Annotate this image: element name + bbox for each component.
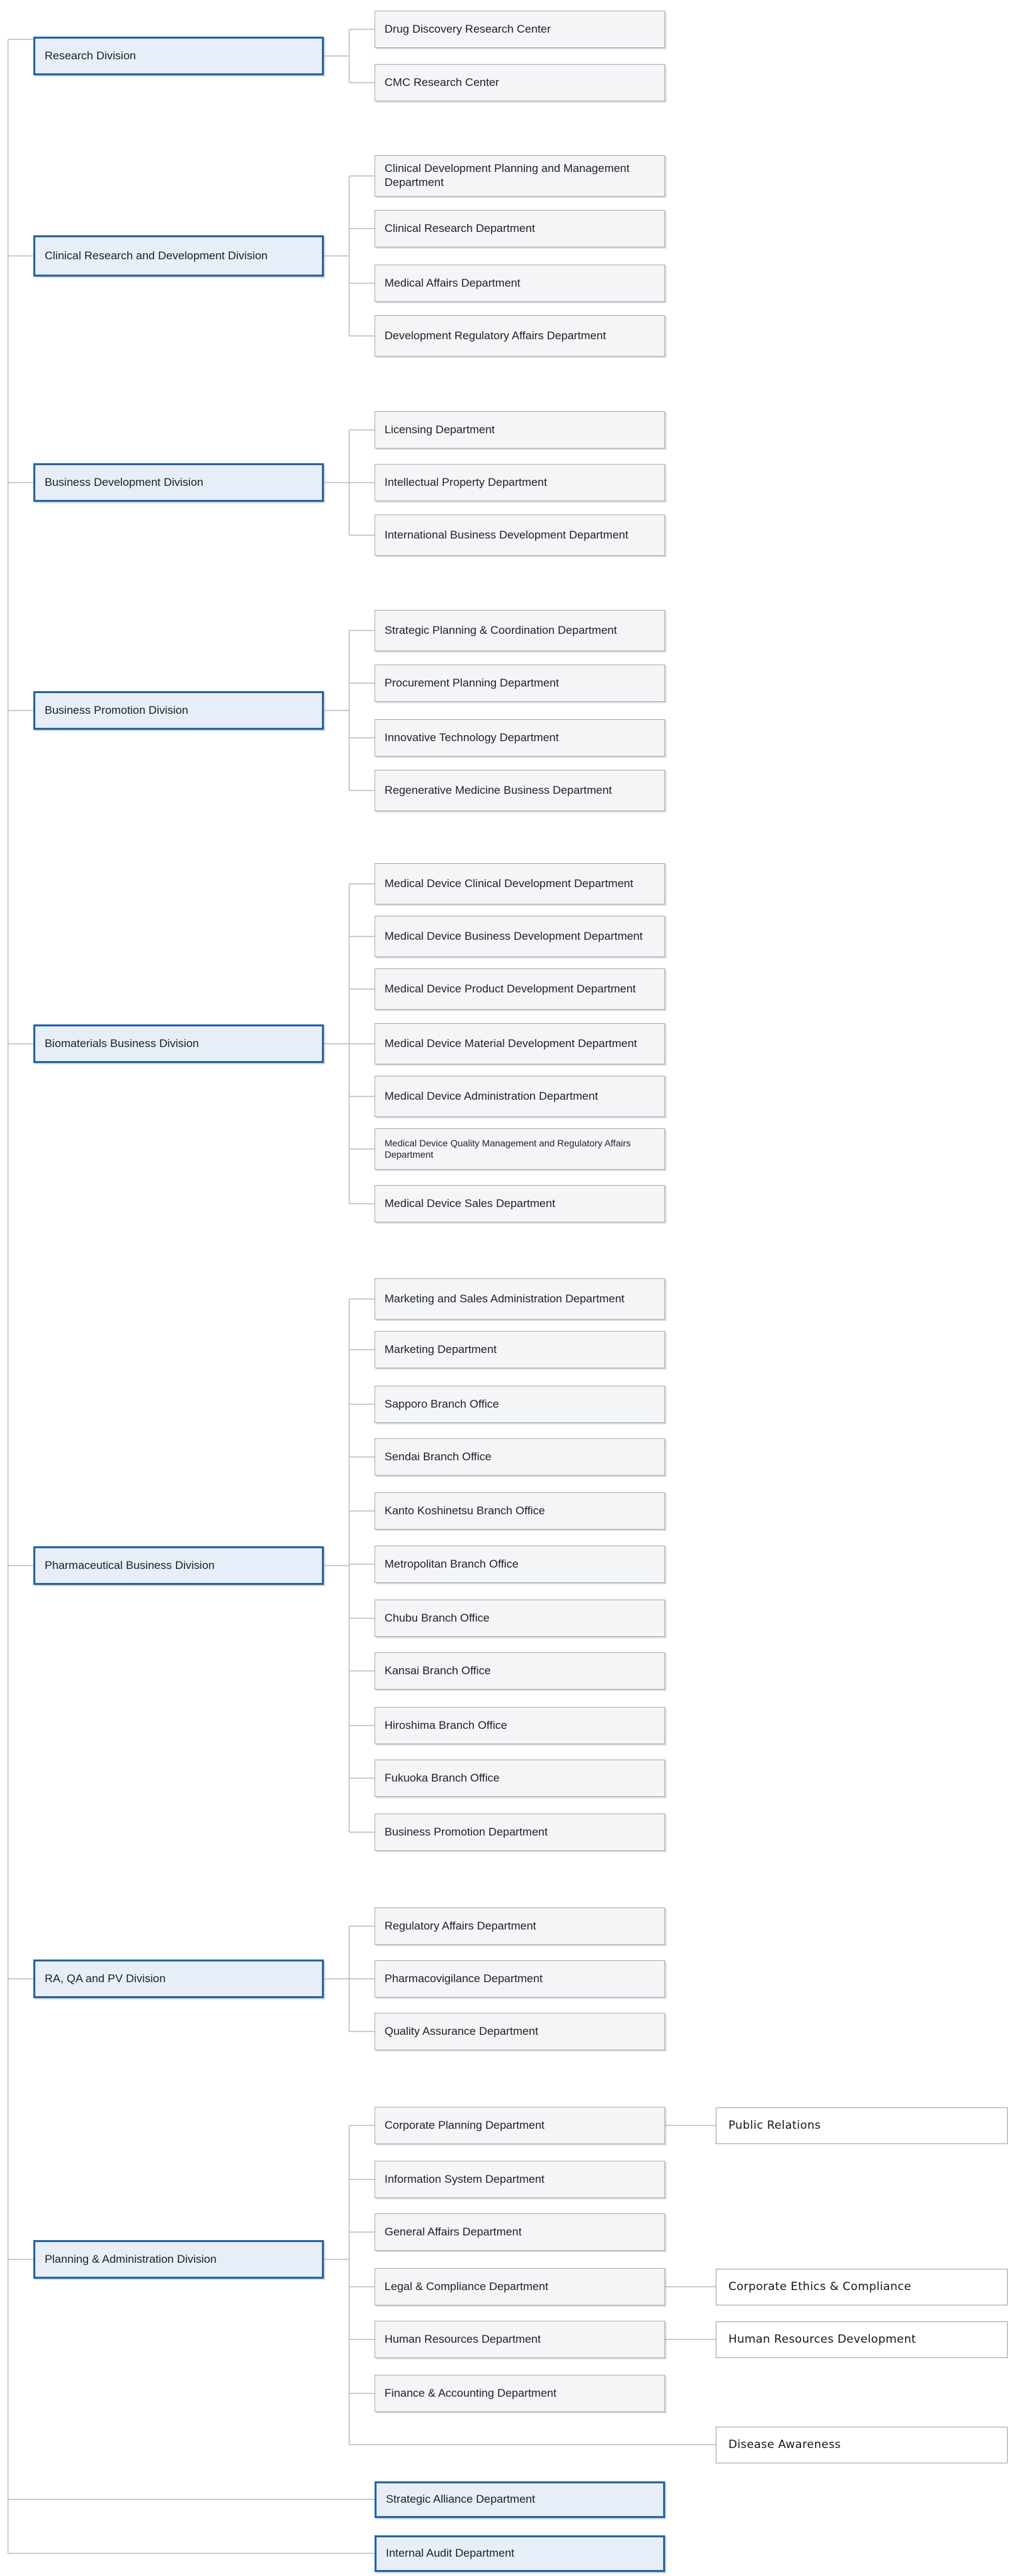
department-box xyxy=(375,155,665,197)
department-box-label: Sendai Branch Office xyxy=(385,1450,492,1463)
department-box xyxy=(375,1908,665,1945)
department-box-label: Drug Discovery Research Center xyxy=(385,22,551,35)
department-box xyxy=(375,411,665,449)
department-box xyxy=(375,315,665,357)
department-box xyxy=(375,2107,665,2144)
department-box-label: Marketing and Sales Administration Department xyxy=(385,1292,625,1305)
department-box xyxy=(375,2375,665,2412)
department-box xyxy=(375,664,665,702)
department-box xyxy=(375,265,665,302)
department-box xyxy=(375,1814,665,1851)
division-box xyxy=(33,1959,324,1998)
department-box xyxy=(375,1438,665,1476)
department-box xyxy=(375,1760,665,1797)
department-box xyxy=(375,1278,665,1320)
division-box-label: Business Development Division xyxy=(45,475,204,489)
division-box-label: Clinical Research and Development Division xyxy=(45,249,268,262)
department-box-label: Innovative Technology Department xyxy=(385,730,559,744)
department-box-label: Medical Device Clinical Development Department xyxy=(385,876,634,890)
department-box-label: Metropolitan Branch Office xyxy=(385,1557,518,1570)
division-box xyxy=(33,1024,324,1063)
standalone-department-box xyxy=(375,2481,665,2518)
department-box-label: Development Regulatory Affairs Department xyxy=(385,329,606,342)
department-box-label: Chubu Branch Office xyxy=(385,1611,490,1624)
department-box xyxy=(375,464,665,501)
department-box-label: Medical Device Material Development Department xyxy=(385,1036,637,1050)
department-box-label: International Business Development Department xyxy=(385,528,628,541)
department-box-label: Legal & Compliance Department xyxy=(385,2279,548,2293)
division-box xyxy=(33,37,324,75)
department-box-label: Medical Affairs Department xyxy=(385,276,520,289)
division-box-label: Planning & Administration Division xyxy=(45,2252,217,2265)
department-box xyxy=(375,2161,665,2198)
secondary-box-label: Corporate Ethics & Compliance xyxy=(728,2279,912,2293)
department-box xyxy=(375,1707,665,1744)
department-box xyxy=(375,11,665,48)
department-box-label: Medical Device Business Development Department xyxy=(385,929,643,942)
division-box xyxy=(33,463,324,502)
department-box-label: Procurement Planning Department xyxy=(385,676,559,689)
department-box-label: Corporate Planning Department xyxy=(385,2118,545,2131)
division-box-label: Biomaterials Business Division xyxy=(45,1036,199,1050)
department-box-label: Strategic Planning & Coordination Department xyxy=(385,623,617,637)
department-box-label: Finance & Accounting Department xyxy=(385,2386,556,2399)
department-box-label: Intellectual Property Department xyxy=(385,475,547,489)
division-box xyxy=(33,2240,324,2279)
department-box-label: Medical Device Quality Management and Regulatory Affairs Department xyxy=(385,1137,631,1160)
department-box-label: Regulatory Affairs Department xyxy=(385,1919,536,1932)
secondary-box xyxy=(716,2321,1008,2358)
standalone-department-box-label: Strategic Alliance Department xyxy=(386,2492,535,2505)
department-box-label: Clinical Research Department xyxy=(385,221,535,235)
department-box xyxy=(375,515,665,556)
department-box-label: Information System Department xyxy=(385,2172,544,2185)
department-box xyxy=(375,1546,665,1583)
department-box-label: Sapporo Branch Office xyxy=(385,1397,499,1410)
department-box xyxy=(375,1960,665,1997)
department-box-label: Licensing Department xyxy=(385,423,495,436)
department-box-label: Business Promotion Department xyxy=(385,1825,548,1838)
department-box-label: Medical Device Sales Department xyxy=(385,1196,556,1210)
division-box xyxy=(33,235,324,277)
division-box-label: Research Division xyxy=(45,49,136,62)
department-box xyxy=(375,2321,665,2358)
secondary-box xyxy=(716,2427,1008,2463)
secondary-box xyxy=(716,2269,1008,2305)
division-box xyxy=(33,1546,324,1585)
department-box xyxy=(375,1492,665,1530)
secondary-box-label: Public Relations xyxy=(728,2118,821,2132)
department-box xyxy=(375,2268,665,2305)
department-box-label: Marketing Department xyxy=(385,1342,497,1356)
division-box-label: RA, QA and PV Division xyxy=(45,1971,166,1985)
department-box xyxy=(375,1331,665,1368)
department-box xyxy=(375,1128,665,1170)
division-box-label: Pharmaceutical Business Division xyxy=(45,1558,215,1572)
division-box-label: Business Promotion Division xyxy=(45,703,189,716)
department-box-label: Clinical Development Planning and Management Department xyxy=(385,162,630,189)
department-box-label: Quality Assurance Department xyxy=(385,2024,538,2037)
department-box xyxy=(375,1185,665,1222)
department-box xyxy=(375,210,665,247)
department-box xyxy=(375,770,665,811)
standalone-department-box xyxy=(375,2535,665,2572)
department-box-label: Fukuoka Branch Office xyxy=(385,1771,500,1784)
department-box xyxy=(375,1386,665,1423)
department-box xyxy=(375,1600,665,1637)
department-box-label: Medical Device Product Development Department xyxy=(385,982,636,995)
department-box xyxy=(375,2013,665,2050)
department-box xyxy=(375,719,665,756)
department-box xyxy=(375,64,665,101)
department-box xyxy=(375,916,665,957)
department-box xyxy=(375,610,665,651)
secondary-box-label: Human Resources Development xyxy=(728,2332,916,2346)
department-box-label: Kansai Branch Office xyxy=(385,1664,491,1677)
department-box xyxy=(375,1023,665,1064)
department-box-label: CMC Research Center xyxy=(385,75,499,89)
standalone-department-box-label: Internal Audit Department xyxy=(386,2546,514,2559)
department-box-label: Hiroshima Branch Office xyxy=(385,1718,507,1732)
secondary-box xyxy=(716,2107,1008,2144)
department-box xyxy=(375,863,665,904)
department-box-label: Medical Device Administration Department xyxy=(385,1089,598,1102)
department-box xyxy=(375,968,665,1010)
department-box xyxy=(375,1652,665,1690)
department-box xyxy=(375,1076,665,1117)
secondary-box-label: Disease Awareness xyxy=(728,2437,841,2451)
department-box-label: Regenerative Medicine Business Department xyxy=(385,783,612,796)
department-box-label: Kanto Koshinetsu Branch Office xyxy=(385,1504,545,1517)
department-box-label: Pharmacovigilance Department xyxy=(385,1971,543,1985)
division-box xyxy=(33,691,324,730)
department-box-label: Human Resources Department xyxy=(385,2332,541,2345)
department-box-label: General Affairs Department xyxy=(385,2225,522,2238)
department-box xyxy=(375,2213,665,2251)
